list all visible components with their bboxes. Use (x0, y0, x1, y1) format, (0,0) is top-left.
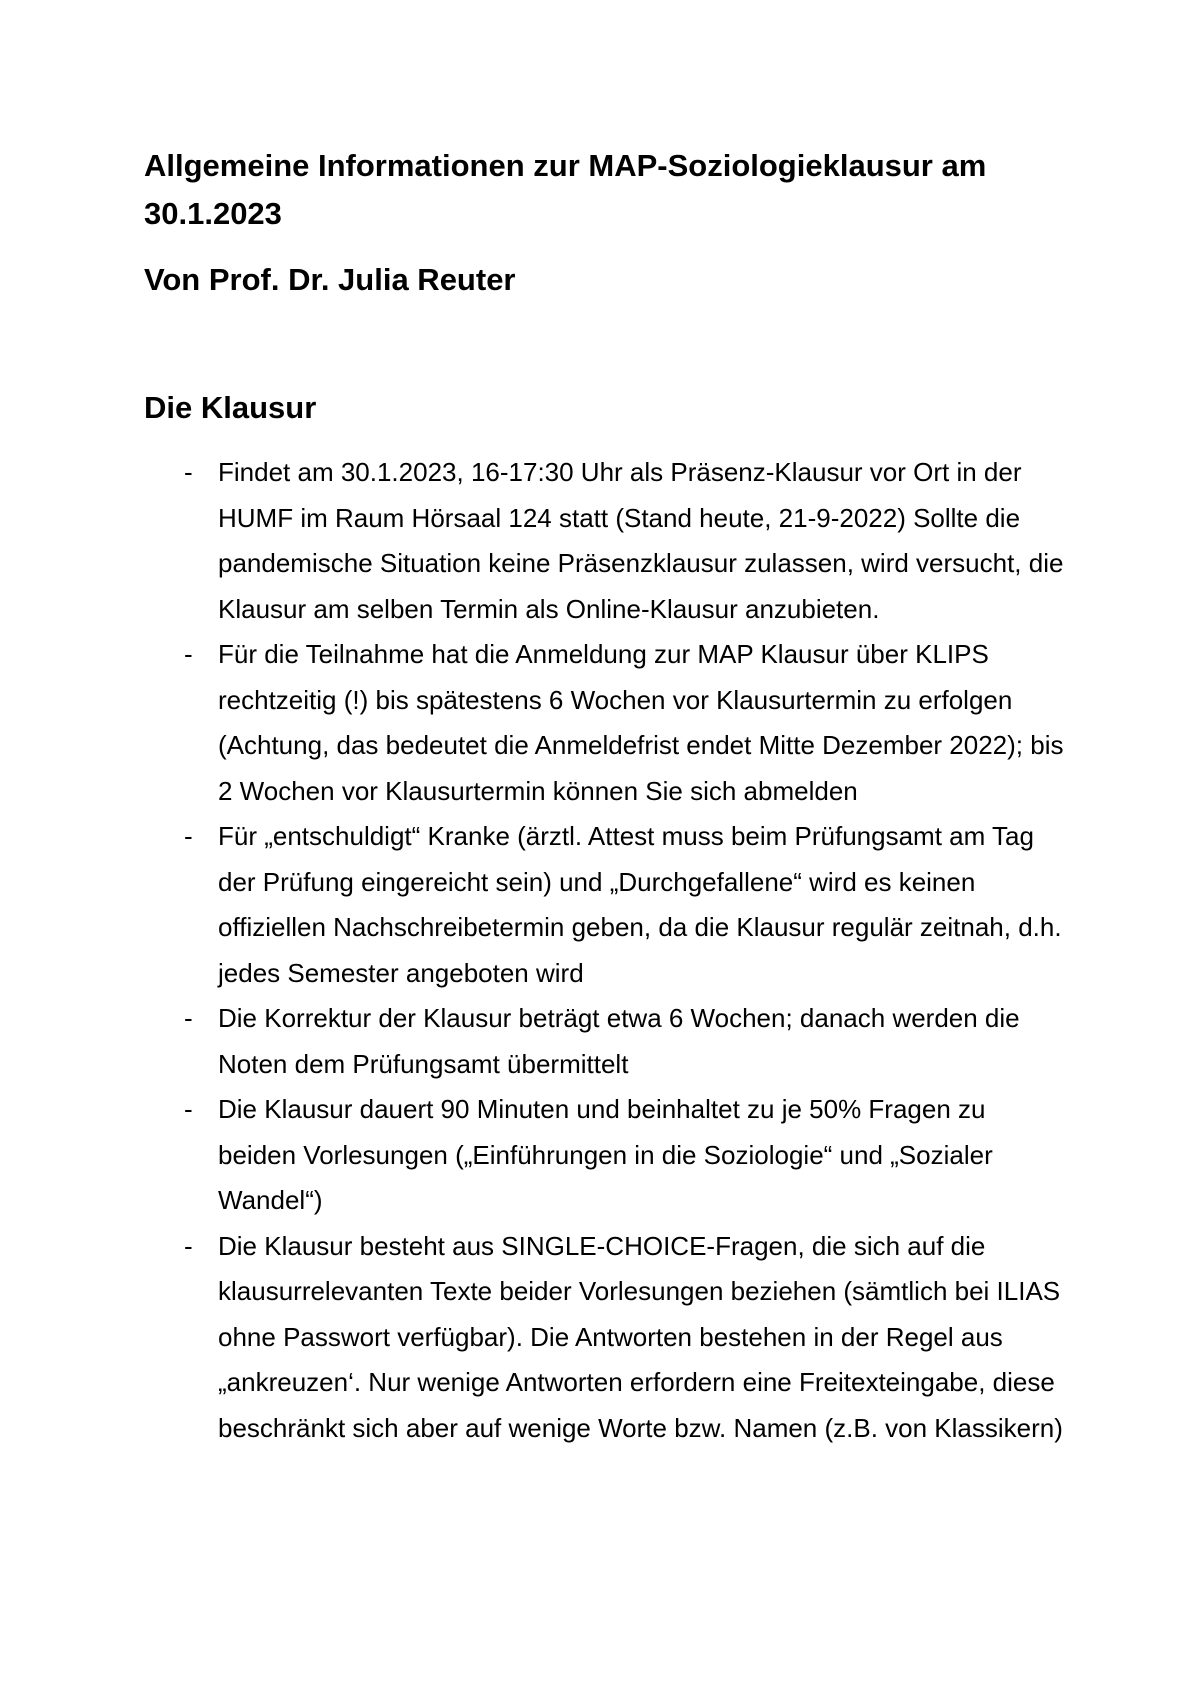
bullet-dash-icon: - (184, 1230, 193, 1261)
bullet-dash-icon: - (184, 1003, 193, 1033)
list-item-text: Für „entschuldigt“ Kranke (ärztl. Attest muss beim Prüfungsamt am Tag der Prüfung eingereicht sein) und „Durchgefallene“ wird es keinen offiziellen Nachschreibetermin geben, da die Klausur regulär zeitnah, d.h. jedes Semester angeboten wird (218, 821, 1062, 988)
list-item-text: Für die Teilnahme hat die Anmeldung zur MAP Klausur über KLIPS rechtzeitig (!) bis spätestens 6 Wochen vor Klausurtermin zu erfolgen (Achtung, das bedeutet die Anmeldefrist endet Mitte Dezember 2022); bis 2 Wochen vor Klausurtermin können Sie sich abmelden (218, 639, 1064, 806)
document-author: Von Prof. Dr. Julia Reuter (144, 262, 516, 297)
document-title: Allgemeine Informationen zur MAP-Soziologieklausur am 30.1.2023 (144, 148, 987, 231)
bullet-dash-icon: - (184, 821, 193, 851)
bullet-dash-icon: - (184, 1094, 193, 1124)
bullet-dash-icon: - (184, 639, 193, 669)
list-item (144, 632, 1064, 814)
list-item (144, 814, 1064, 996)
bullet-dash-icon: - (184, 457, 193, 487)
list-item (144, 450, 1064, 632)
list-item-text: Findet am 30.1.2023, 16-17:30 Uhr als Präsenz-Klausur vor Ort in der HUMF im Raum Hörsaal 124 statt (Stand heute, 21-9-2022) Sollte die pandemische Situation keine Präsenzklausur zulassen, wird versucht, die Klausur am selben Termin als Online-Klausur anzubieten. (218, 457, 1064, 624)
list-item-text: Die Korrektur der Klausur beträgt etwa 6 Wochen; danach werden die Noten dem Prüfungsamt übermittelt (218, 1003, 1020, 1079)
list-item-text: Die Klausur dauert 90 Minuten und beinhaltet zu je 50% Fragen zu beiden Vorlesungen („Einführungen in die Soziologie“ und „Sozialer Wandel“) (218, 1094, 993, 1215)
section-heading: Die Klausur (144, 390, 317, 425)
info-list (144, 450, 1064, 1451)
list-item-text: Die Klausur besteht aus SINGLE-CHOICE-Fragen, die sich auf die klausurrelevanten Texte beider Vorlesungen beziehen (sämtlich bei ILIAS ohne Passwort verfügbar). Die Antworten bestehen in der Regel aus „ankreuzen‘. Nur wenige Antworten erfordern eine Freitexteingabe, diese beschränkt sich aber auf wenige Worte bzw. Namen (z.B. von Klassikern) (218, 1230, 1063, 1443)
list-item (144, 996, 1064, 1087)
list-item (144, 1224, 1064, 1452)
list-item (144, 1087, 1064, 1224)
